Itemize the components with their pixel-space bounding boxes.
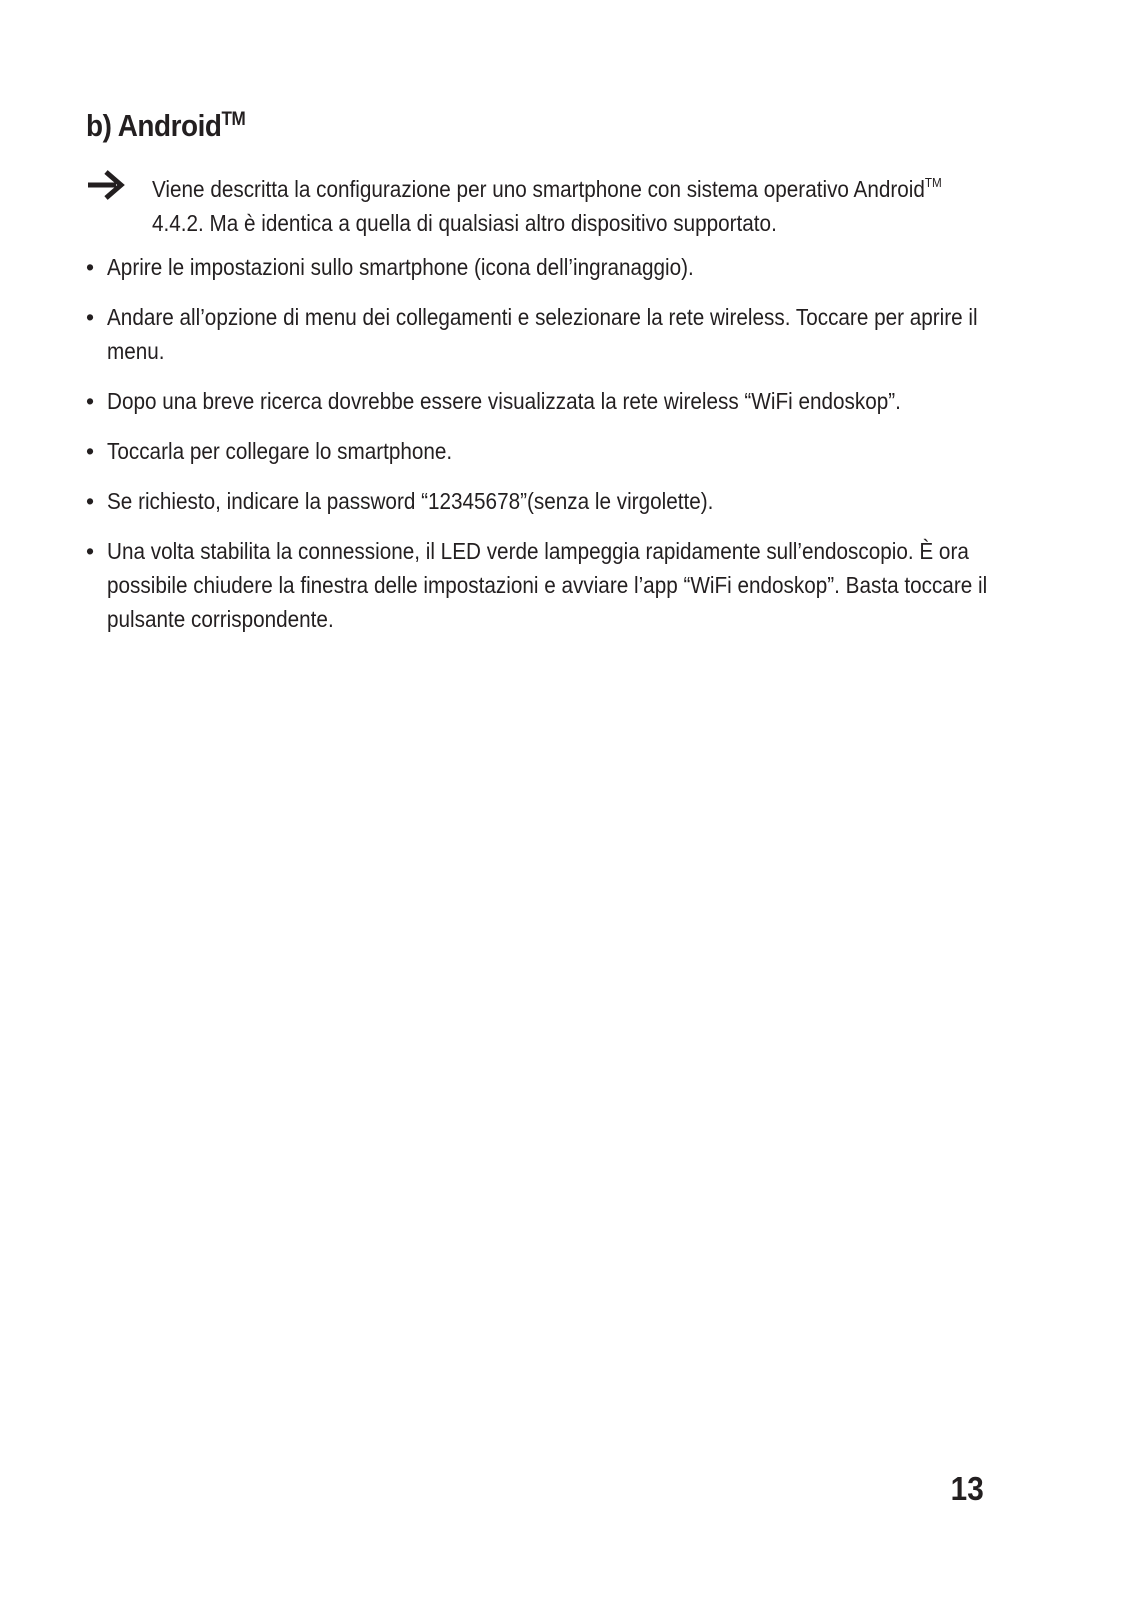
- bullet-icon: •: [86, 438, 95, 464]
- list-item: [86, 434, 1086, 468]
- list-item: [86, 534, 1086, 636]
- list-item: [86, 384, 1086, 418]
- trademark-mark: TM: [924, 175, 942, 190]
- list-item-text: Dopo una breve ricerca dovrebbe essere visualizzata la rete wireless “WiFi endoskop”.: [107, 388, 901, 414]
- list-item: [86, 250, 1086, 284]
- trademark-mark: TM: [221, 109, 246, 130]
- list-item-text: Una volta stabilita la connessione, il LED verde lampeggia rapidamente sull’endoscopio. È ora possibile chiudere la finestra delle impostazioni e avviare l’app “WiFi endoskop”. Basta toccare il pulsante corrispondente.: [107, 538, 988, 632]
- list-item-text: Aprire le impostazioni sullo smartphone (icona dell’ingranaggio).: [107, 254, 694, 280]
- list-item-text: Andare all’opzione di menu dei collegamenti e selezionare la rete wireless. Toccare per aprire il menu.: [107, 304, 978, 364]
- instruction-list: [86, 250, 1086, 652]
- bullet-icon: •: [86, 488, 95, 514]
- page-number: 13: [950, 1470, 984, 1507]
- bullet-icon: •: [86, 388, 95, 414]
- list-item-text: Toccarla per collegare lo smartphone.: [107, 438, 453, 464]
- bullet-icon: •: [86, 304, 95, 330]
- bullet-icon: •: [86, 538, 95, 564]
- list-item: [86, 484, 1086, 518]
- bullet-icon: •: [86, 254, 95, 280]
- list-item: [86, 300, 1086, 368]
- arrow-right-icon: [86, 168, 126, 202]
- section-heading: [86, 108, 245, 144]
- list-item-text: Se richiesto, indicare la password “12345678”(senza le virgolette).: [107, 488, 714, 514]
- note-text: Viene descritta la configurazione per uno smartphone con sistema operativo Android™ 4.4.2. Ma è identica a quella di qualsiasi altro dispositivo supportato.: [152, 175, 942, 236]
- section-heading-text: b) Android: [86, 108, 222, 143]
